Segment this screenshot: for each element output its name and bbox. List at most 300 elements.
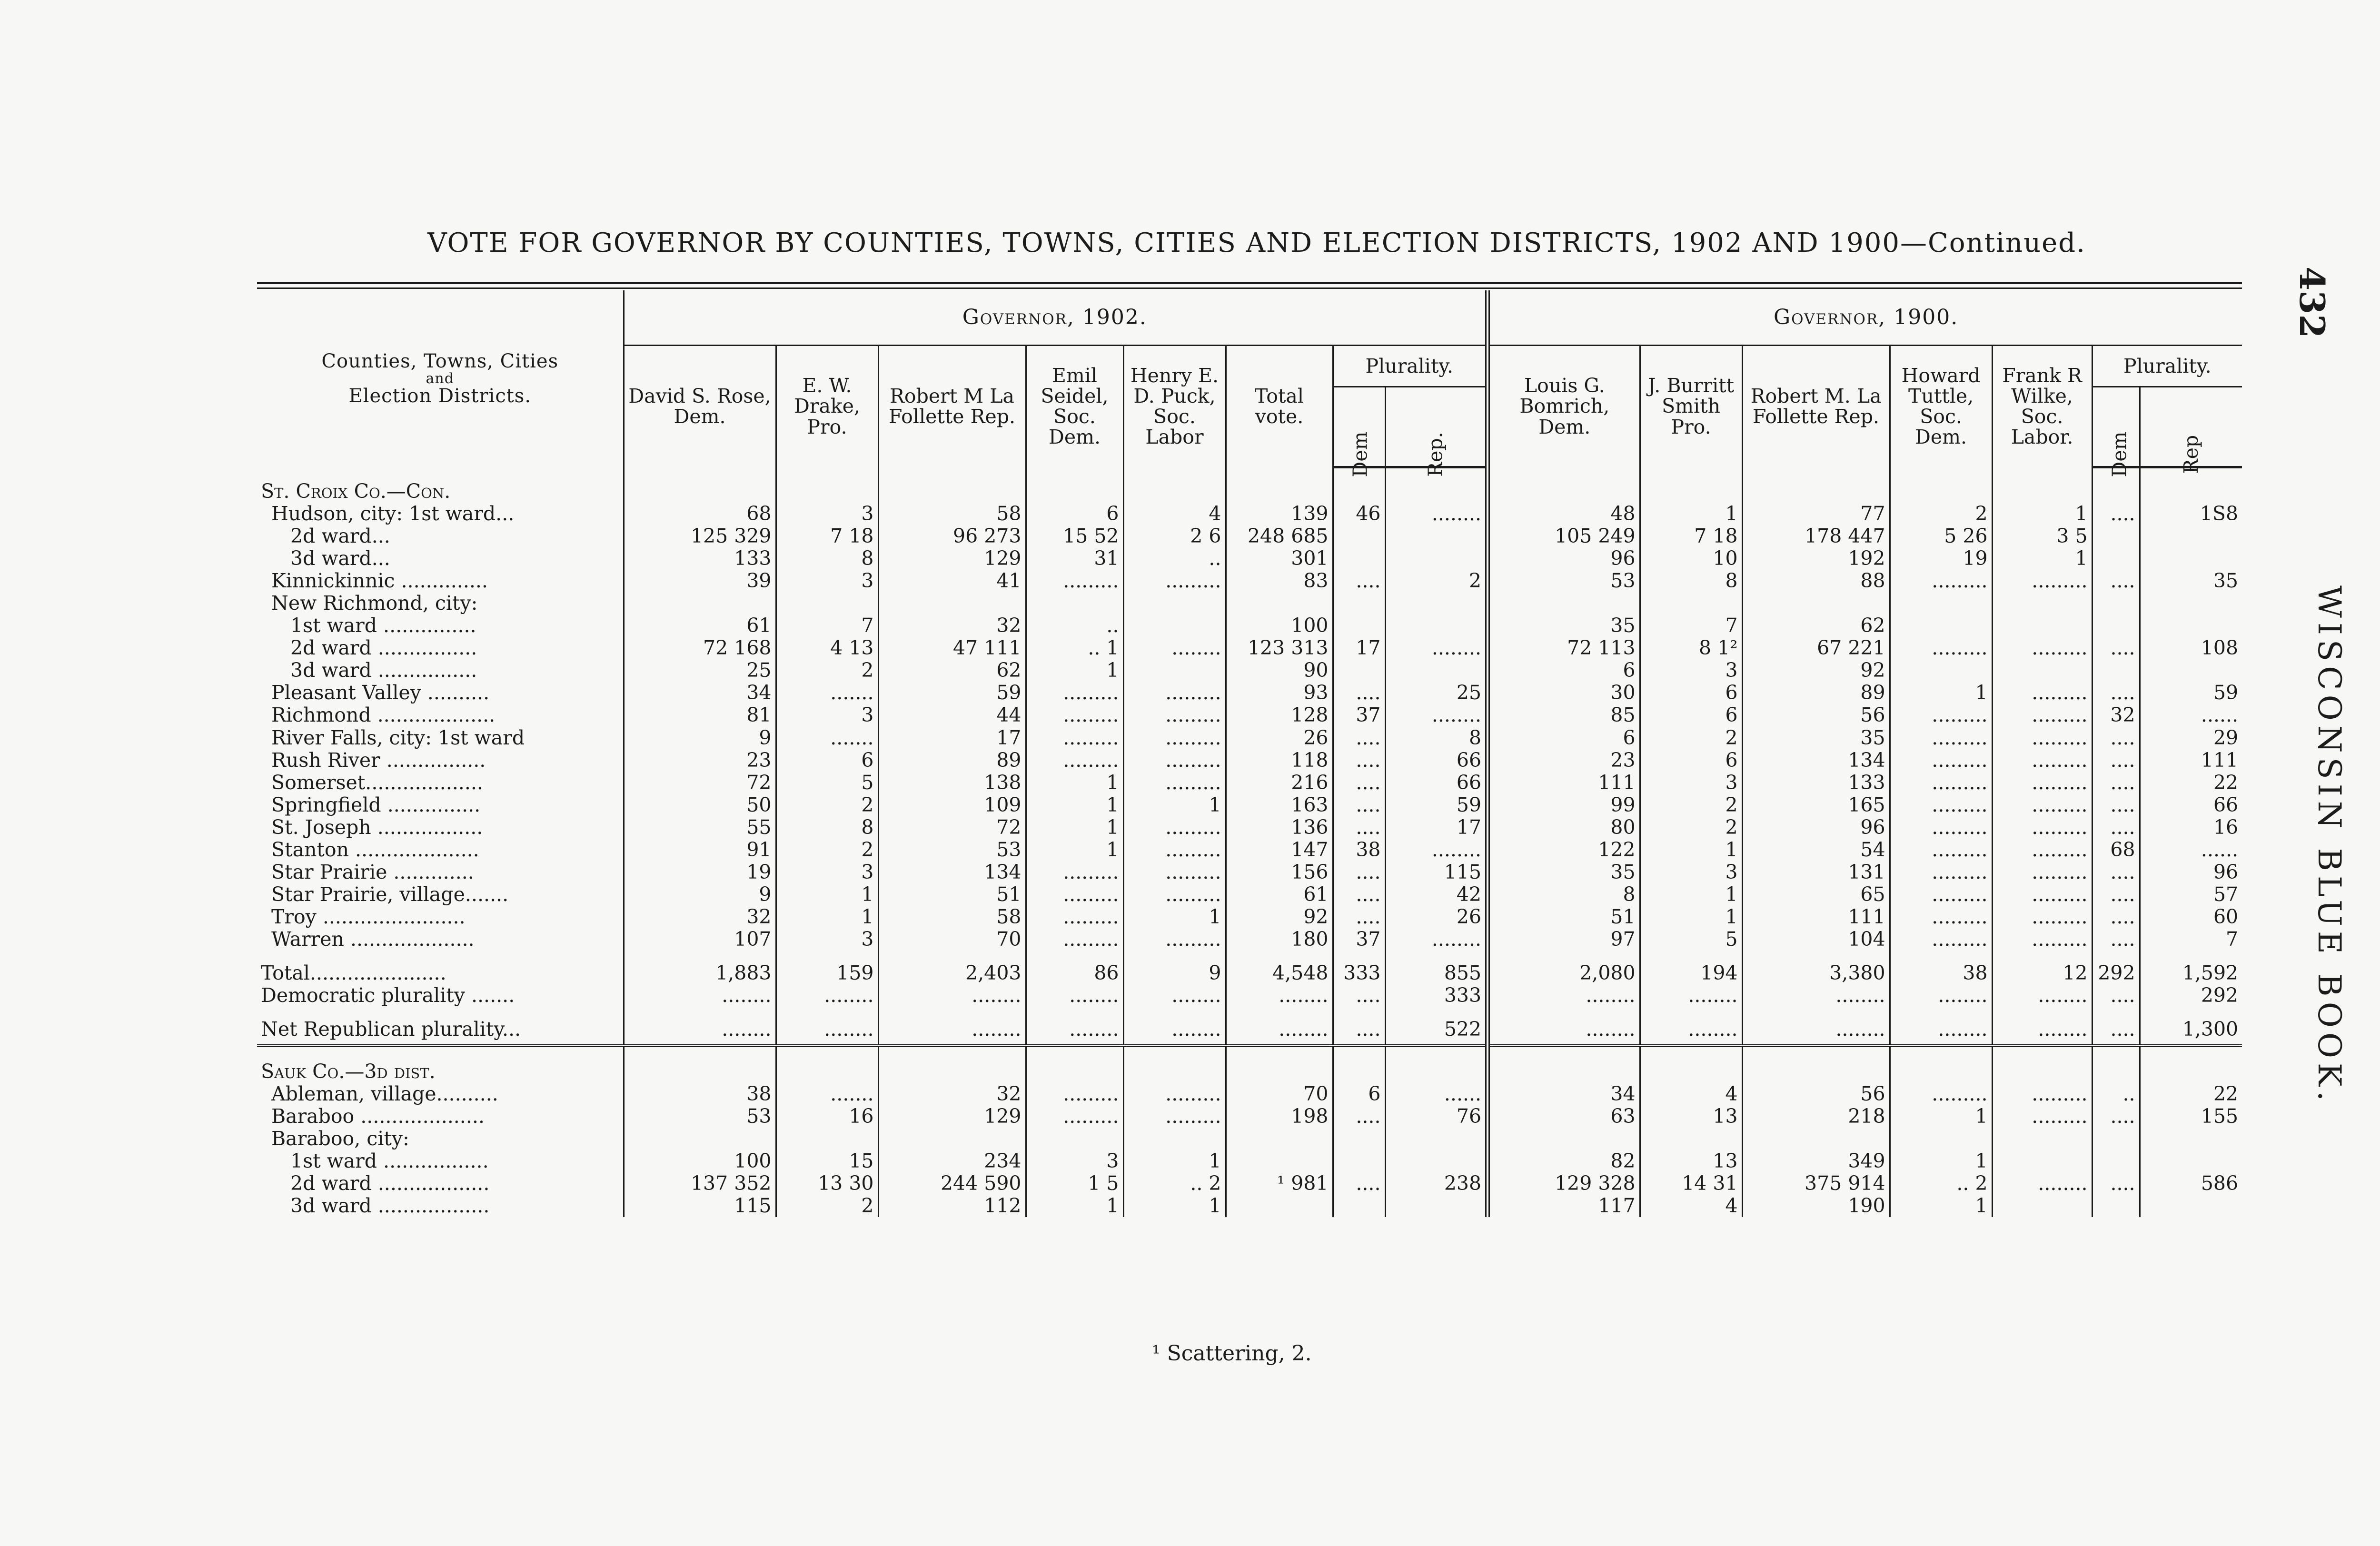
header-lafollette-1902: Robert M La Follette Rep. (878, 346, 1026, 467)
vote-cell: 89 (878, 749, 1026, 772)
header-rep-1902 (1385, 387, 1488, 477)
vote-cell: 61 (1226, 883, 1333, 906)
vote-cell: 1 (1026, 659, 1123, 682)
vote-cell: 5 26 (1890, 525, 1992, 547)
header-districts (257, 290, 624, 467)
vote-cell: 111 (1742, 906, 1890, 928)
vote-cell: ........ (1385, 637, 1488, 659)
vote-cell: ......... (1992, 839, 2092, 861)
vote-cell: 97 (1488, 928, 1640, 951)
vote-cell (878, 592, 1026, 614)
vote-cell: 35 (1742, 727, 1890, 749)
table-row (257, 906, 2242, 928)
district-name: Somerset................... (271, 771, 483, 794)
district-name: Hudson, city: 1st ward... (271, 503, 515, 525)
district-name: Star Prairie ............. (271, 861, 474, 883)
vote-cell: ......... (1026, 861, 1123, 883)
vote-cell: 855 (1385, 951, 1488, 984)
vote-cell (1992, 1046, 2092, 1083)
vote-cell: 6 (1488, 659, 1640, 682)
vote-cell: ......... (1026, 906, 1123, 928)
vote-cell (1890, 614, 1992, 637)
table-row (257, 816, 2242, 839)
vote-cell: 62 (1742, 614, 1890, 637)
vote-cell: 194 (1640, 951, 1742, 984)
vote-cell: 7 (776, 614, 878, 637)
vote-cell: 134 (878, 861, 1026, 883)
vote-cell: 34 (624, 682, 776, 704)
vote-cell: ........ (1123, 1007, 1226, 1046)
vote-cell: 38 (1890, 951, 1992, 984)
vote-cell: 349 (1742, 1150, 1890, 1172)
table-row (257, 727, 2242, 749)
vote-cell: 5 (776, 772, 878, 794)
header-wilke: Frank R Wilke, Soc. Labor. (1992, 346, 2092, 467)
vote-cell (1333, 1046, 1385, 1083)
vote-cell: 6 (1640, 749, 1742, 772)
header-bomrich: Louis G. Bomrich, Dem. (1488, 346, 1640, 467)
vote-cell: .... (2092, 816, 2140, 839)
vote-cell: ......... (1123, 883, 1226, 906)
vote-cell: 17 (878, 727, 1026, 749)
vote-cell: ........ (878, 984, 1026, 1007)
header-dem-1902 (1333, 387, 1385, 477)
vote-cell: ....... (776, 727, 878, 749)
vote-cell: .... (2092, 794, 2140, 816)
vote-cell: 82 (1488, 1150, 1640, 1172)
vote-cell (2140, 547, 2242, 570)
vote-cell: ......... (1123, 749, 1226, 772)
vote-cell: 56 (1742, 704, 1890, 726)
vote-cell (1333, 1150, 1385, 1172)
vote-cell: .... (1333, 682, 1385, 704)
vote-cell: 133 (624, 547, 776, 570)
district-name: Star Prairie, village....... (271, 883, 509, 906)
vote-cell: 333 (1333, 951, 1385, 984)
vote-cell: 86 (1026, 951, 1123, 984)
vote-cell (878, 1046, 1026, 1083)
vote-cell (2092, 1195, 2140, 1217)
vote-cell: ........ (1226, 984, 1333, 1007)
vote-cell: 4 (1640, 1083, 1742, 1105)
vote-cell: 66 (2140, 794, 2242, 816)
vote-cell: 8 (1640, 570, 1742, 592)
vote-cell: 100 (1226, 614, 1333, 637)
vote-cell: 17 (1333, 637, 1385, 659)
vote-cell: ......... (1123, 727, 1226, 749)
vote-cell: ......... (1992, 794, 2092, 816)
vote-cell: 31 (1026, 547, 1123, 570)
vote-cell: 107 (624, 928, 776, 951)
vote-cell (2092, 547, 2140, 570)
vote-cell: 72 (878, 816, 1026, 839)
vote-cell: 4 (1640, 1195, 1742, 1217)
vote-cell: 2,080 (1488, 951, 1640, 984)
vote-cell: 1 (1890, 1195, 1992, 1217)
vote-cell: 57 (2140, 883, 2242, 906)
vote-cell: 17 (1385, 816, 1488, 839)
vote-cell: 131 (1742, 861, 1890, 883)
vote-cell: 112 (878, 1195, 1026, 1217)
vote-cell: .... (2092, 906, 2140, 928)
vote-cell: 8 (776, 547, 878, 570)
vote-cell: 1 (1640, 906, 1742, 928)
vote-cell: .... (2092, 637, 2140, 659)
vote-cell: 14 31 (1640, 1172, 1742, 1195)
vote-cell: 128 (1226, 704, 1333, 726)
district-name: Pleasant Valley .......... (271, 682, 490, 704)
vote-cell: 66 (1385, 749, 1488, 772)
vote-table-body (257, 467, 2242, 1217)
vote-cell: .... (1333, 906, 1385, 928)
district-name: 2d ward .................. (290, 1172, 490, 1195)
vote-cell: .... (2092, 682, 2140, 704)
vote-cell: 115 (1385, 861, 1488, 883)
vote-cell: ........ (1640, 984, 1742, 1007)
vote-cell: 2 6 (1123, 525, 1226, 547)
table-row (257, 772, 2242, 794)
vote-cell: 104 (1742, 928, 1890, 951)
vote-cell: ......... (1123, 704, 1226, 726)
vote-cell: 180 (1226, 928, 1333, 951)
vote-cell (1385, 1128, 1488, 1150)
vote-cell: 7 (2140, 928, 2242, 951)
vote-cell: 96 (1742, 816, 1890, 839)
header-tuttle: Howard Tuttle, Soc. Dem. (1890, 346, 1992, 467)
vote-cell: 1,883 (624, 951, 776, 984)
vote-cell (1890, 659, 1992, 682)
vote-cell: ......... (1026, 1105, 1123, 1128)
vote-cell: 178 447 (1742, 525, 1890, 547)
vote-cell: ......... (1123, 1083, 1226, 1105)
vote-cell: 1 (1890, 1105, 1992, 1128)
vote-cell: 12 (1992, 951, 2092, 984)
header-rep-1902-label: Rep. (1424, 432, 1447, 477)
vote-cell: ...... (2140, 839, 2242, 861)
vote-cell: .... (1333, 984, 1385, 1007)
vote-cell (776, 467, 878, 503)
vote-cell: ........ (1992, 1007, 2092, 1046)
vote-cell: ......... (1026, 749, 1123, 772)
district-name: 2d ward... (290, 525, 390, 548)
vote-cell: 2 (1890, 503, 1992, 525)
vote-cell: 7 18 (1640, 525, 1742, 547)
vote-cell: ......... (1992, 1083, 2092, 1105)
table-row (257, 794, 2242, 816)
vote-cell: ......... (1026, 570, 1123, 592)
vote-cell (1640, 1046, 1742, 1083)
vote-cell: .... (2092, 772, 2140, 794)
vote-cell: ......... (1992, 816, 2092, 839)
vote-cell: ........ (1488, 984, 1640, 1007)
vote-cell: 96 273 (878, 525, 1026, 547)
vote-cell (2140, 1150, 2242, 1172)
vote-cell (1992, 614, 2092, 637)
vote-cell (1385, 1046, 1488, 1083)
vote-cell (2092, 1150, 2140, 1172)
vote-cell: 53 (624, 1105, 776, 1128)
vote-cell: 72 113 (1488, 637, 1640, 659)
vote-cell: 35 (1488, 861, 1640, 883)
district-name: Baraboo, city: (271, 1128, 409, 1150)
vote-cell: 59 (2140, 682, 2242, 704)
vote-cell: 8 1² (1640, 637, 1742, 659)
district-name: Stanton .................... (271, 838, 479, 861)
district-name: Troy ....................... (271, 905, 466, 928)
vote-cell: ......... (1890, 570, 1992, 592)
vote-cell: ........ (1640, 1007, 1742, 1046)
vote-cell: .... (2092, 749, 2140, 772)
vote-cell: 218 (1742, 1105, 1890, 1128)
vote-cell: 9 (624, 883, 776, 906)
table-row (257, 704, 2242, 726)
district-name: St. Joseph ................. (271, 816, 483, 839)
vote-cell: ........ (1992, 984, 2092, 1007)
vote-cell: ......... (1992, 704, 2092, 726)
vote-cell: .. 1 (1026, 637, 1123, 659)
vote-cell: ......... (1123, 772, 1226, 794)
vote-cell (2140, 1128, 2242, 1150)
vote-cell: ......... (1890, 637, 1992, 659)
vote-cell: ........ (1123, 984, 1226, 1007)
vote-cell: 81 (624, 704, 776, 726)
vote-cell: 118 (1226, 749, 1333, 772)
vote-cell (1385, 614, 1488, 637)
vote-cell: 156 (1226, 861, 1333, 883)
vote-cell: 1 (1026, 839, 1123, 861)
vote-cell: 375 914 (1742, 1172, 1890, 1195)
header-lafollette-1900: Robert M. La Follette Rep. (1742, 346, 1890, 467)
vote-cell (2092, 614, 2140, 637)
district-name: 1st ward ............... (290, 614, 476, 637)
vote-cell (1226, 1046, 1333, 1083)
district-name: 2d ward ................ (290, 637, 477, 660)
footnote: ¹ Scattering, 2. (1152, 1341, 1312, 1366)
header-drake: E. W. Drake, Pro. (776, 346, 878, 467)
district-name: St. Croix Co.—Con. (261, 480, 451, 503)
vote-cell: 68 (2092, 839, 2140, 861)
vote-cell: 1 (1123, 1195, 1226, 1217)
district-name: Richmond ................... (271, 704, 496, 727)
table-row (257, 1150, 2242, 1172)
vote-cell (2092, 525, 2140, 547)
table-row (257, 1083, 2242, 1105)
vote-cell: 2 (776, 839, 878, 861)
vote-cell (624, 592, 776, 614)
vote-cell (1742, 592, 1890, 614)
vote-cell: 58 (878, 906, 1026, 928)
vote-cell: 3,380 (1742, 951, 1890, 984)
vote-cell: 6 (1026, 503, 1123, 525)
header-dem-1900 (2092, 387, 2140, 477)
vote-cell (1026, 1128, 1123, 1150)
vote-cell: 1 (1026, 794, 1123, 816)
vote-cell (1488, 1046, 1640, 1083)
vote-cell: .... (2092, 570, 2140, 592)
vote-cell: 1 5 (1026, 1172, 1123, 1195)
header-seidel: Emil Seidel, Soc. Dem. (1026, 346, 1123, 467)
vote-cell: ......... (1026, 682, 1123, 704)
vote-cell (1026, 1046, 1123, 1083)
vote-cell: 56 (1742, 1083, 1890, 1105)
vote-cell: ...... (2140, 704, 2242, 726)
vote-cell (2140, 1195, 2242, 1217)
vote-cell: 16 (776, 1105, 878, 1128)
vote-cell (624, 1128, 776, 1150)
vote-cell: .... (2092, 861, 2140, 883)
vote-cell: .... (2092, 1007, 2140, 1046)
vote-cell: 8 (776, 816, 878, 839)
table-row (257, 928, 2242, 951)
vote-cell (1992, 467, 2092, 503)
vote-cell: 8 (1385, 727, 1488, 749)
vote-cell (1123, 1128, 1226, 1150)
vote-cell: ........ (624, 984, 776, 1007)
vote-cell: ........ (1890, 984, 1992, 1007)
vote-cell (1640, 1128, 1742, 1150)
vote-cell: 35 (2140, 570, 2242, 592)
running-head: WISCONSIN BLUE BOOK. (2311, 585, 2348, 1106)
vote-cell (1992, 1128, 2092, 1150)
vote-cell: ......... (1123, 839, 1226, 861)
header-districts-line1: Counties, Towns, Cities (321, 350, 559, 372)
header-total-vote: Total vote. (1226, 346, 1333, 467)
vote-cell: 1,592 (2140, 951, 2242, 984)
vote-cell: 92 (1742, 659, 1890, 682)
vote-cell: .... (2092, 928, 2140, 951)
vote-cell: 2 (776, 659, 878, 682)
vote-cell: 54 (1742, 839, 1890, 861)
vote-cell: 3 (776, 928, 878, 951)
vote-cell: 59 (1385, 794, 1488, 816)
vote-cell: ......... (1890, 839, 1992, 861)
table-row (257, 503, 2242, 525)
vote-cell: ......... (1890, 704, 1992, 726)
vote-cell: 133 (1742, 772, 1890, 794)
vote-cell: 1 (1992, 503, 2092, 525)
vote-cell: 3 (776, 861, 878, 883)
vote-cell: 2 (776, 1195, 878, 1217)
table-row (257, 637, 2242, 659)
vote-cell: 26 (1226, 727, 1333, 749)
vote-cell: 125 329 (624, 525, 776, 547)
vote-cell: 23 (1488, 749, 1640, 772)
vote-cell (1226, 1128, 1333, 1150)
vote-cell: 47 111 (878, 637, 1026, 659)
district-name: 3d ward .................. (290, 1195, 490, 1218)
vote-cell: .. 2 (1890, 1172, 1992, 1195)
vote-cell: 66 (1385, 772, 1488, 794)
vote-cell: ........ (1385, 704, 1488, 726)
header-districts-line3: Election Districts. (348, 385, 532, 407)
vote-cell: 9 (1123, 951, 1226, 984)
vote-cell: ......... (1123, 570, 1226, 592)
district-name: Baraboo .................... (271, 1105, 485, 1128)
vote-cell: ......... (1992, 727, 2092, 749)
vote-cell: ......... (1026, 928, 1123, 951)
vote-cell: ......... (1026, 704, 1123, 726)
vote-cell: ......... (1890, 1083, 1992, 1105)
vote-cell: ......... (1992, 928, 2092, 951)
vote-cell (878, 467, 1026, 503)
vote-cell: 292 (2092, 951, 2140, 984)
vote-cell: 1 (1026, 816, 1123, 839)
vote-cell: 93 (1226, 682, 1333, 704)
vote-cell: 88 (1742, 570, 1890, 592)
vote-cell: 89 (1742, 682, 1890, 704)
vote-cell (1385, 547, 1488, 570)
title-rule-top (257, 282, 2242, 284)
vote-cell (1333, 547, 1385, 570)
vote-cell: ......... (1992, 749, 2092, 772)
district-name: Total...................... (261, 961, 446, 984)
table-row (257, 1128, 2242, 1150)
vote-cell: .. (1026, 614, 1123, 637)
vote-cell (1123, 592, 1226, 614)
vote-cell: 35 (1488, 614, 1640, 637)
vote-cell: 32 (878, 1083, 1026, 1105)
vote-cell: 1 (1640, 883, 1742, 906)
vote-cell: 1 (1890, 682, 1992, 704)
vote-cell (1890, 1128, 1992, 1150)
vote-cell (1333, 1128, 1385, 1150)
vote-cell: ......... (1890, 749, 1992, 772)
vote-cell: .... (1333, 883, 1385, 906)
vote-cell (1742, 1128, 1890, 1150)
vote-cell: 1 (1123, 1150, 1226, 1172)
vote-cell: ......... (1026, 1083, 1123, 1105)
vote-cell: ......... (1890, 727, 1992, 749)
header-rep-1900-label: Rep (2179, 435, 2202, 474)
vote-cell: 216 (1226, 772, 1333, 794)
vote-cell: ......... (1890, 906, 1992, 928)
vote-cell: ........ (776, 1007, 878, 1046)
vote-cell: 65 (1742, 883, 1890, 906)
vote-cell: 32 (624, 906, 776, 928)
header-rose: David S. Rose, Dem. (624, 346, 776, 467)
vote-cell: 111 (1488, 772, 1640, 794)
vote-cell (1890, 592, 1992, 614)
vote-cell: ........ (1890, 1007, 1992, 1046)
vote-cell: 1 (1890, 1150, 1992, 1172)
vote-cell: ........ (878, 1007, 1026, 1046)
vote-cell: 51 (878, 883, 1026, 906)
vote-table (257, 290, 2242, 1217)
vote-cell: 44 (878, 704, 1026, 726)
district-name: Rush River ................ (271, 749, 486, 772)
vote-cell: 6 (1640, 704, 1742, 726)
vote-cell: 6 (1488, 727, 1640, 749)
vote-cell: .... (1333, 816, 1385, 839)
vote-cell: ......... (1123, 816, 1226, 839)
district-name: Kinnickinnic .............. (271, 570, 488, 593)
vote-cell (776, 1046, 878, 1083)
vote-cell: 68 (624, 503, 776, 525)
district-name: 3d ward ................ (290, 659, 477, 682)
vote-cell: ........ (1742, 1007, 1890, 1046)
vote-cell: 67 221 (1742, 637, 1890, 659)
vote-cell: ......... (1992, 1105, 2092, 1128)
vote-cell: ......... (1123, 861, 1226, 883)
table-row (257, 525, 2242, 547)
vote-cell: 155 (2140, 1105, 2242, 1128)
vote-cell: .... (1333, 727, 1385, 749)
vote-cell: 37 (1333, 704, 1385, 726)
vote-cell (2092, 1046, 2140, 1083)
vote-cell: 115 (624, 1195, 776, 1217)
vote-cell (1992, 659, 2092, 682)
vote-cell: 6 (776, 749, 878, 772)
